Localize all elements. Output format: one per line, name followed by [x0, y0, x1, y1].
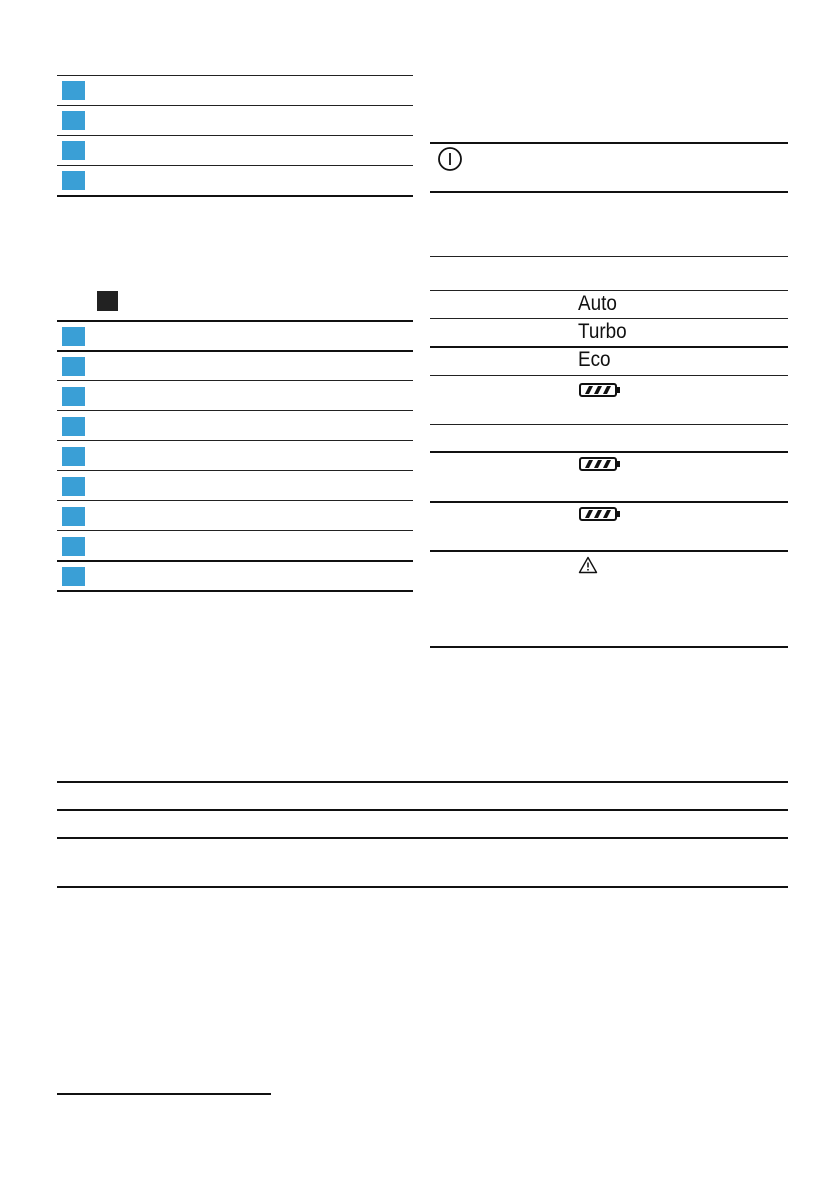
- table-rule: [430, 142, 788, 144]
- table-rule: [57, 380, 413, 381]
- table-rule: [57, 500, 413, 501]
- table-rule: [57, 440, 413, 441]
- table-rule: [430, 451, 788, 453]
- power-icon: [437, 146, 463, 172]
- list-badge: [62, 327, 85, 346]
- list-badge: [62, 141, 85, 160]
- table-rule: [57, 350, 413, 352]
- table-rule: [57, 781, 788, 783]
- table-rule: [57, 105, 413, 106]
- table-rule: [57, 75, 413, 76]
- list-badge: [62, 537, 85, 556]
- list-badge: [62, 111, 85, 130]
- table-rule: [430, 290, 788, 291]
- table-rule: [57, 809, 788, 811]
- header-marker: [97, 291, 118, 311]
- mode-turbo: Turbo: [578, 320, 627, 343]
- table-rule: [430, 550, 788, 552]
- table-rule: [57, 560, 413, 562]
- battery-full-icon: [579, 506, 621, 522]
- table-rule: [57, 590, 413, 592]
- list-badge: [62, 81, 85, 100]
- table-rule: [430, 318, 788, 319]
- list-badge: [62, 417, 85, 436]
- footnote-rule: [57, 1093, 271, 1095]
- warning-triangle-icon: [578, 556, 598, 574]
- list-badge: [62, 387, 85, 406]
- table-rule: [430, 191, 788, 193]
- table-rule: [430, 256, 788, 257]
- table-rule: [57, 470, 413, 471]
- list-badge: [62, 171, 85, 190]
- list-badge: [62, 507, 85, 526]
- table-rule: [57, 195, 413, 197]
- list-badge: [62, 477, 85, 496]
- table-rule: [430, 424, 788, 425]
- list-badge: [62, 357, 85, 376]
- table-rule: [57, 135, 413, 136]
- table-rule: [57, 165, 413, 166]
- battery-full-icon: [579, 382, 621, 398]
- battery-full-icon: [579, 456, 621, 472]
- table-rule: [430, 375, 788, 376]
- table-rule: [430, 646, 788, 648]
- mode-auto: Auto: [578, 292, 617, 315]
- table-rule: [57, 886, 788, 888]
- list-badge: [62, 567, 85, 586]
- list-badge: [62, 447, 85, 466]
- table-rule: [57, 410, 413, 411]
- table-rule: [57, 530, 413, 531]
- table-rule: [57, 837, 788, 839]
- mode-eco: Eco: [578, 348, 611, 371]
- table-rule: [430, 501, 788, 503]
- table-rule: [57, 320, 413, 322]
